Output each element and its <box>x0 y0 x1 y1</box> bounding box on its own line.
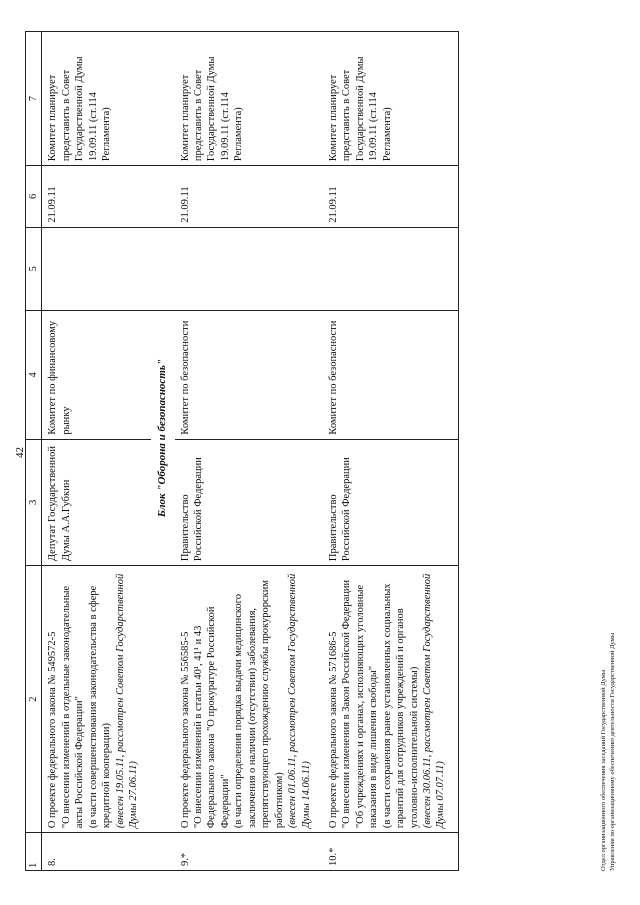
bill-description <box>323 566 458 833</box>
bill-note: (внесен 30.06.11, рассмотрен Советом Государственной Думы 07.07.11) <box>422 573 447 829</box>
bill-name: "О внесении изменений в статьи 40¹, 41¹ и 43 Федерального закона "О прокуратуре Российской Федерации" <box>193 606 231 829</box>
page-number: 42 <box>14 447 26 458</box>
bill-description <box>175 566 323 833</box>
column-header: 4 <box>26 310 42 439</box>
review-date: 21.09.11 <box>175 166 323 228</box>
bill-scope: (в части совершенствования законодательства в сфере кредитной кооперации) <box>87 585 113 829</box>
column-header: 3 <box>26 439 42 565</box>
bill-title: О проекте федерального закона № 549572-5 <box>47 631 59 829</box>
bill-title: О проекте федерального закона № 571686-5 <box>327 631 339 829</box>
bill-note: (внесен 01.06.11, рассмотрен Советом Государственной Думы 14.06.11) <box>287 573 312 829</box>
bill-scope: (в части определения порядка выдачи медицинского заключения о наличии (отсутствии) заболевания, препятствующего прохождению службы прокурорским работником) <box>233 579 285 829</box>
footer <box>600 633 618 871</box>
bill-title: О проекте федерального закона № 556585-5 <box>179 631 191 829</box>
bill-status: Комитет планирует представить в Совет Государственной Думы 19.09.11 (ст.114 Регламента) <box>323 32 458 166</box>
row-number: 9.* <box>175 833 323 871</box>
column-header: 5 <box>26 227 42 310</box>
bill-author: Правительство Российской Федерации <box>323 439 458 565</box>
column-header: 2 <box>26 566 42 833</box>
footer-line: Управления по организационному обеспечению деятельности Государственной Думы <box>609 632 617 871</box>
bill-status: Комитет планирует представить в Совет Государственной Думы 19.09.11 (ст.114 Регламента) <box>175 32 323 166</box>
column-5-cell <box>175 227 323 310</box>
bill-scope: (в части сохранения ранее установленных социальных гарантий для сотрудников учреждений и органов уголовно-исполнительной системы) <box>381 583 420 829</box>
responsible-committee: Комитет по безопасности <box>175 310 323 439</box>
bill-description <box>42 566 151 833</box>
bill-name: "О внесении изменения в Закон Российской Федерации "Об учреждениях и органах, исполняющих уголовные наказания в виде лишения свободы" <box>341 579 380 829</box>
column-5-cell <box>42 227 151 310</box>
block-heading <box>151 310 175 565</box>
table-row <box>42 32 151 871</box>
review-date: 21.09.11 <box>42 166 151 228</box>
row-number: 10.* <box>323 833 458 871</box>
footer-line: Отдел организационного обеспечения заседаний Государственной Думы <box>600 669 608 871</box>
column-header: 6 <box>26 166 42 228</box>
block-heading-row <box>151 32 175 871</box>
row-number: 8. <box>42 833 151 871</box>
column-header: 1 <box>26 833 42 871</box>
block-title: Блок "Оборона и безопасность" <box>155 358 168 518</box>
column-5-cell <box>323 227 458 310</box>
review-date: 21.09.11 <box>323 166 458 228</box>
bill-author: Правительство Российской Федерации <box>175 439 323 565</box>
responsible-committee: Комитет по финансовому рынку <box>42 310 151 439</box>
table-header-row <box>26 32 42 871</box>
table-row <box>323 32 458 871</box>
agenda-table <box>25 31 459 871</box>
bill-name: "О внесении изменений в отдельные законодательные акты Российской Федерации" <box>60 585 86 829</box>
bill-note: (внесен 19.05.11, рассмотрен Советом Государственной Думы 27.06.11) <box>114 573 140 829</box>
bill-author: Депутат Государственной Думы А.А.Губкин <box>42 439 151 565</box>
table-row <box>175 32 323 871</box>
responsible-committee: Комитет по безопасности <box>323 310 458 439</box>
bill-status: Комитет планирует представить в Совет Государственной Думы 19.09.11 (ст.114 Регламента) <box>42 32 151 166</box>
column-header: 7 <box>26 32 42 166</box>
